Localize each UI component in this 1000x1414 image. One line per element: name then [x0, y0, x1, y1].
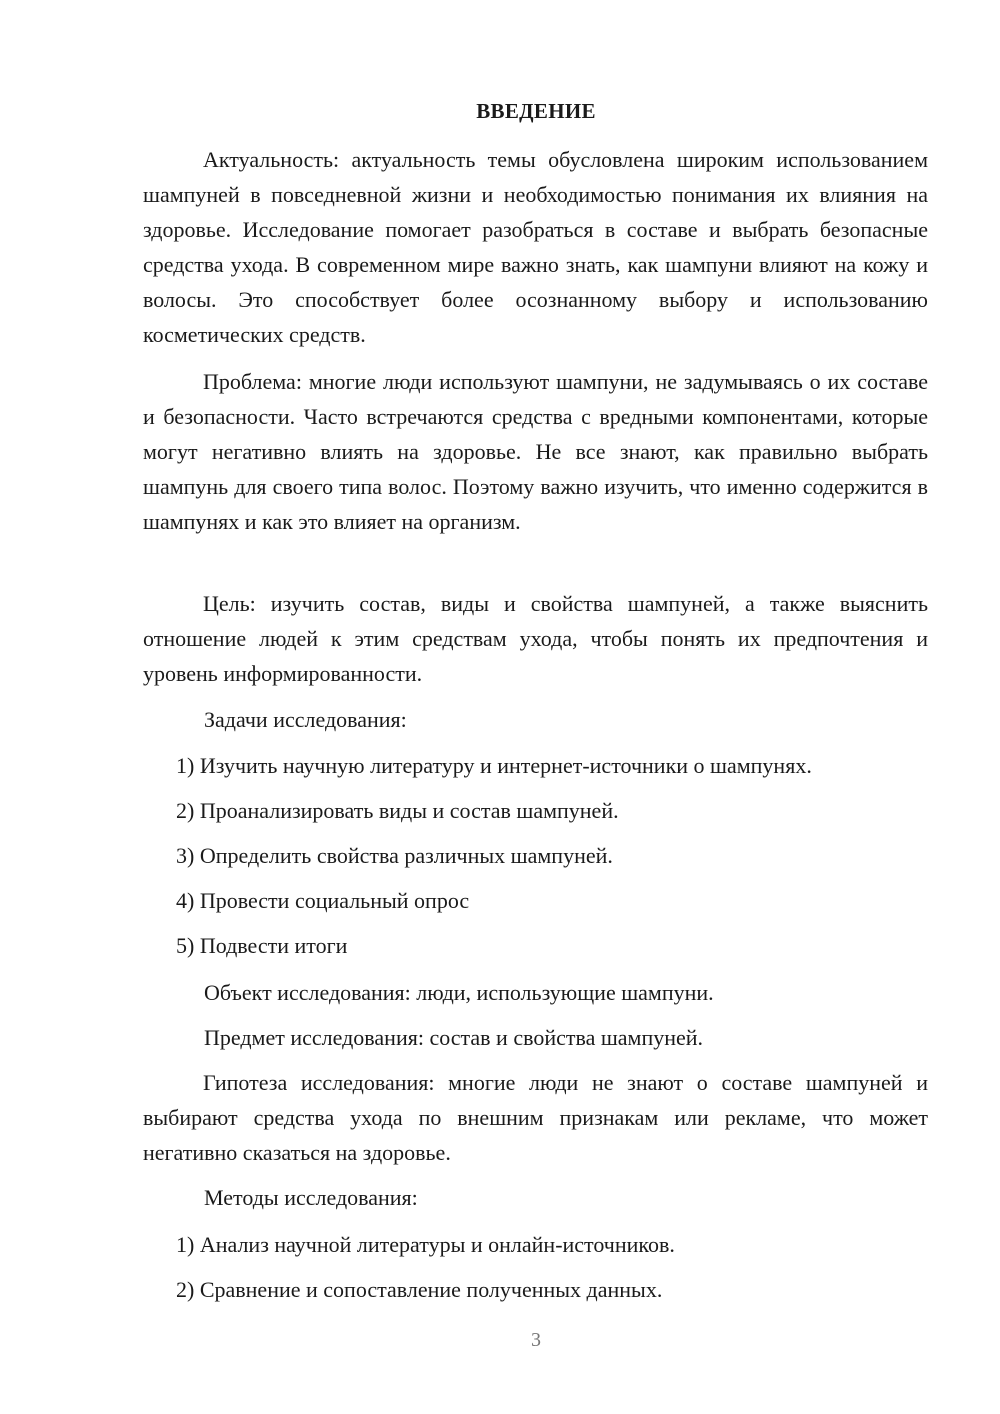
- method-item: 2) Сравнение и сопоставление полученных данных.: [176, 1277, 663, 1302]
- goal-paragraph: Цель: изучить состав, виды и свойства шампуней, а также выяснить отношение людей к этим средствам ухода, чтобы понять их предпочтения и уровень информированности.: [143, 591, 928, 686]
- method-item: 1) Анализ научной литературы и онлайн-источников.: [176, 1232, 675, 1257]
- problem-paragraph: Проблема: многие люди используют шампуни, не задумываясь о их составе и безопасности. Часто встречаются средства с вредными компонентами, которые могут негативно влиять на здоровье. Не все знают, как правильно выбрать шампунь для своего типа волос. Поэтому важно изучить, что именно содержится в шампунях и как это влияет на организм.: [143, 369, 928, 534]
- relevance-paragraph: Актуальность: актуальность темы обусловлена широким использованием шампуней в повседневной жизни и необходимостью понимания их влияния на здоровье. Исследование помогает разобраться в составе и выбрать безопасные средства ухода. В современном мире важно знать, как шампуни влияют на кожу и волосы. Это способствует более осознанному выбору и использованию косметических средств.: [143, 147, 928, 347]
- task-item: 4) Провести социальный опрос: [176, 888, 470, 913]
- section-title: ВВЕДЕНИЕ: [476, 99, 596, 123]
- object-line: Объект исследования: люди, использующие шампуни.: [204, 980, 714, 1005]
- subject-line: Предмет исследования: состав и свойства шампуней.: [204, 1025, 704, 1050]
- task-item: 2) Проанализировать виды и состав шампуней.: [176, 798, 619, 823]
- tasks-heading: Задачи исследования:: [204, 707, 407, 732]
- methods-heading: Методы исследования:: [204, 1185, 418, 1210]
- task-item: 3) Определить свойства различных шампуней.: [176, 843, 613, 868]
- task-item: 5) Подвести итоги: [176, 933, 348, 958]
- page-number: 3: [531, 1329, 541, 1351]
- hypothesis-paragraph: Гипотеза исследования: многие люди не знают о составе шампуней и выбирают средства ухода по внешним признакам или рекламе, что может негативно сказаться на здоровье.: [143, 1070, 928, 1165]
- task-item: 1) Изучить научную литературу и интернет-источники о шампунях.: [176, 753, 812, 778]
